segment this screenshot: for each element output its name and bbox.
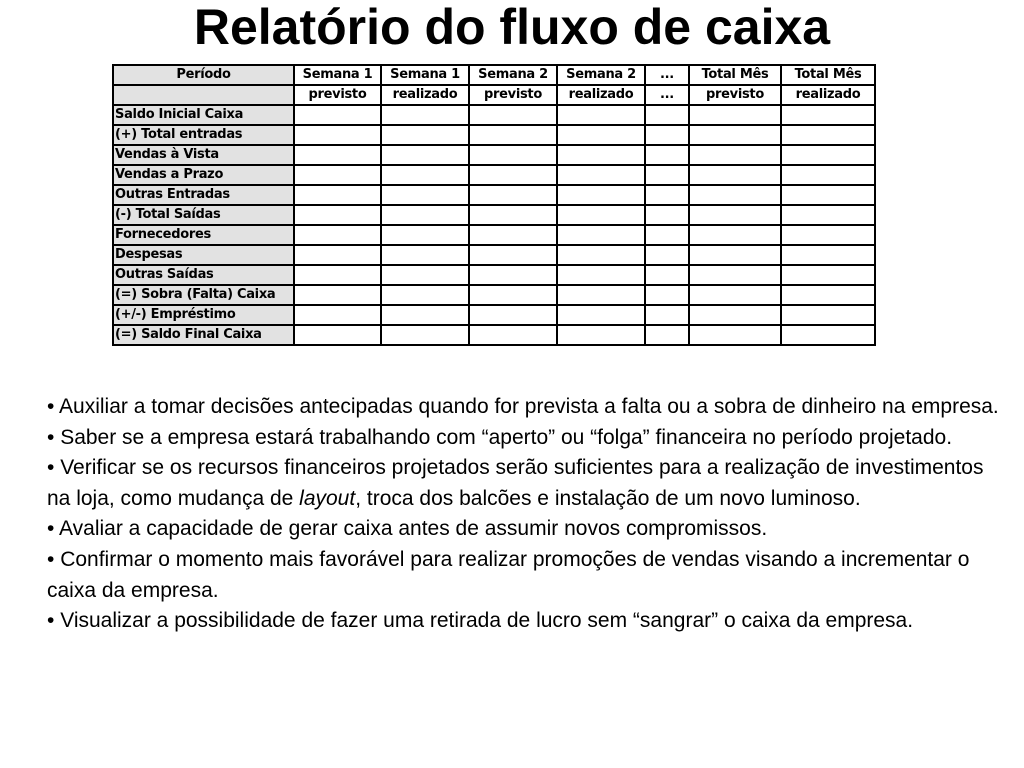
table-cell — [294, 185, 381, 205]
table-cell — [557, 205, 645, 225]
table-cell — [469, 245, 557, 265]
table-cell — [781, 145, 875, 165]
table-cell — [689, 105, 781, 125]
row-label: Despesas — [113, 245, 294, 265]
table-cell — [645, 185, 689, 205]
table-cell — [557, 165, 645, 185]
header-cell: realizado — [781, 85, 875, 105]
header-cell: Semana 2 — [469, 65, 557, 85]
header-cell: Total Mês — [689, 65, 781, 85]
table-cell — [689, 125, 781, 145]
table-cell — [294, 305, 381, 325]
bullet-item — [47, 545, 1007, 606]
table-cell — [557, 145, 645, 165]
table-cell — [781, 325, 875, 345]
table-cell — [381, 285, 469, 305]
table-cell — [645, 145, 689, 165]
row-label: (-) Total Saídas — [113, 205, 294, 225]
table-row — [113, 265, 875, 285]
row-label: Outras Saídas — [113, 265, 294, 285]
table-cell — [557, 225, 645, 245]
table-cell — [294, 165, 381, 185]
table-cell — [469, 185, 557, 205]
table-cell — [557, 125, 645, 145]
table-cell — [645, 325, 689, 345]
table-cell — [689, 265, 781, 285]
header-cell: previsto — [469, 85, 557, 105]
table-cell — [557, 265, 645, 285]
table-cell — [689, 285, 781, 305]
bullet-text: Saber se a empresa estará trabalhando com “aperto” ou “folga” financeira no período projetado. — [60, 425, 953, 449]
bullet-emphasis: layout — [299, 486, 356, 510]
table-cell — [645, 105, 689, 125]
table-cell — [381, 305, 469, 325]
header-cell: Semana 1 — [381, 65, 469, 85]
header-cell: realizado — [557, 85, 645, 105]
table-cell — [781, 125, 875, 145]
table-cell — [469, 205, 557, 225]
table-cell — [645, 225, 689, 245]
table-cell — [294, 285, 381, 305]
table-cell — [781, 245, 875, 265]
table-cell — [381, 185, 469, 205]
table-cell — [557, 185, 645, 205]
table-cell — [781, 185, 875, 205]
table-cell — [645, 265, 689, 285]
header-cell: Período — [113, 65, 294, 85]
table-cell — [689, 305, 781, 325]
bullet-text: , troca dos balcões e instalação de um novo luminoso. — [355, 486, 861, 510]
table-cell — [294, 225, 381, 245]
table-cell — [689, 205, 781, 225]
table-cell — [781, 305, 875, 325]
row-label: (+) Total entradas — [113, 125, 294, 145]
bullet-item — [47, 423, 1007, 454]
table-cell — [294, 325, 381, 345]
table-cell — [381, 145, 469, 165]
table-cell — [557, 285, 645, 305]
table-cell — [381, 245, 469, 265]
header-cell: Total Mês — [781, 65, 875, 85]
bullet-item — [47, 606, 1007, 637]
row-label: Vendas a Prazo — [113, 165, 294, 185]
bullet-list — [47, 392, 1007, 637]
table-cell — [645, 305, 689, 325]
header-cell — [113, 85, 294, 105]
table-cell — [469, 125, 557, 145]
table-row — [113, 305, 875, 325]
row-label: (+/-) Empréstimo — [113, 305, 294, 325]
header-cell: previsto — [294, 85, 381, 105]
row-label: (=) Saldo Final Caixa — [113, 325, 294, 345]
table-cell — [381, 125, 469, 145]
row-label: Saldo Inicial Caixa — [113, 105, 294, 125]
table-cell — [689, 225, 781, 245]
table-cell — [689, 165, 781, 185]
table-cell — [781, 265, 875, 285]
table-cell — [689, 185, 781, 205]
table-cell — [689, 145, 781, 165]
table-cell — [781, 225, 875, 245]
table-cell — [781, 285, 875, 305]
table-cell — [294, 105, 381, 125]
table-cell — [557, 325, 645, 345]
table-cell — [381, 265, 469, 285]
bullet-text: Confirmar o momento mais favorável para realizar promoções de vendas visando a incrementar o caixa da empresa. — [47, 547, 970, 602]
row-label: (=) Sobra (Falta) Caixa — [113, 285, 294, 305]
row-label: Outras Entradas — [113, 185, 294, 205]
bullet-item — [47, 453, 1007, 514]
table-cell — [781, 105, 875, 125]
table-cell — [294, 125, 381, 145]
table-row — [113, 165, 875, 185]
table-cell — [781, 165, 875, 185]
table-cell — [645, 165, 689, 185]
bullet-item — [47, 392, 1007, 423]
table-cell — [645, 125, 689, 145]
table-cell — [645, 245, 689, 265]
table-row — [113, 145, 875, 165]
table-cell — [469, 285, 557, 305]
bullet-text: Verificar se os recursos financeiros projetados serão suficientes para a realização de investimentos na loja, como mudança de — [47, 456, 984, 510]
table-row — [113, 185, 875, 205]
table-cell — [381, 225, 469, 245]
header-cell: previsto — [689, 85, 781, 105]
bullet-text: Avaliar a capacidade de gerar caixa antes de assumir novos compromissos. — [59, 517, 768, 541]
table-cell — [469, 305, 557, 325]
table-body — [113, 105, 875, 345]
table-subheader-row — [113, 85, 875, 105]
table-cell — [294, 205, 381, 225]
row-label: Vendas à Vista — [113, 145, 294, 165]
table-row — [113, 125, 875, 145]
table-cell — [294, 265, 381, 285]
bullet-text: Visualizar a possibilidade de fazer uma retirada de lucro sem “sangrar” o caixa da empresa. — [60, 609, 914, 633]
table-header-row — [113, 65, 875, 85]
table-row — [113, 285, 875, 305]
table-cell — [294, 145, 381, 165]
header-cell: Semana 1 — [294, 65, 381, 85]
bullet-text: Auxiliar a tomar decisões antecipadas quando for prevista a falta ou a sobra de dinheiro na empresa. — [59, 395, 999, 418]
header-cell: ... — [645, 65, 689, 85]
table-cell — [469, 325, 557, 345]
table-cell — [689, 245, 781, 265]
cash-flow-table — [112, 64, 876, 346]
table-cell — [557, 305, 645, 325]
table-cell — [557, 105, 645, 125]
table-cell — [469, 225, 557, 245]
table-row — [113, 245, 875, 265]
header-cell: realizado — [381, 85, 469, 105]
table-row — [113, 205, 875, 225]
row-label: Fornecedores — [113, 225, 294, 245]
header-cell: ... — [645, 85, 689, 105]
table-cell — [469, 145, 557, 165]
table-cell — [294, 245, 381, 265]
table-cell — [645, 205, 689, 225]
table-cell — [469, 265, 557, 285]
table-cell — [469, 105, 557, 125]
table-cell — [381, 205, 469, 225]
table-cell — [381, 165, 469, 185]
header-cell: Semana 2 — [557, 65, 645, 85]
table-row — [113, 325, 875, 345]
table-cell — [469, 165, 557, 185]
page-title: Relatório do fluxo de caixa — [193, 0, 831, 55]
table-cell — [781, 205, 875, 225]
table-row — [113, 225, 875, 245]
table-cell — [381, 325, 469, 345]
table-cell — [689, 325, 781, 345]
table-row — [113, 105, 875, 125]
bullet-item — [47, 514, 1007, 545]
table-cell — [645, 285, 689, 305]
table-cell — [381, 105, 469, 125]
table-cell — [557, 245, 645, 265]
